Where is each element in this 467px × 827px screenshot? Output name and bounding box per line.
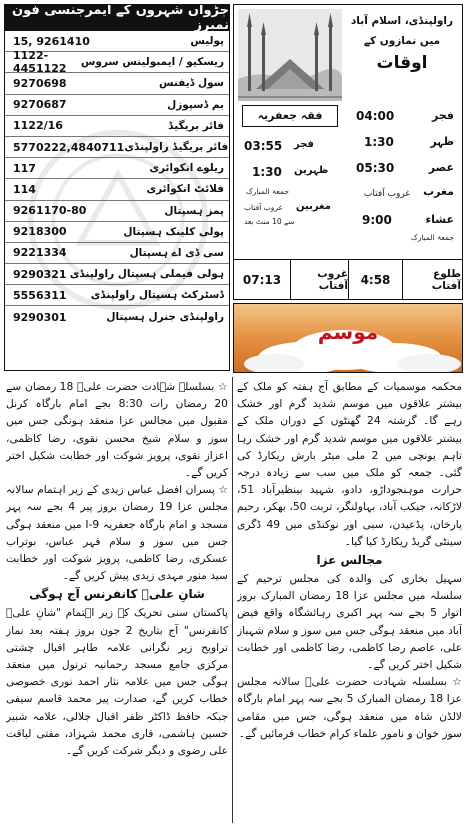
sunrise-label-cell — [402, 260, 461, 299]
prayer-time-zuhr: 1:30 — [364, 135, 394, 149]
emergency-row — [5, 158, 229, 179]
weather-banner — [233, 303, 463, 373]
phone-number: 9270687 — [13, 98, 67, 112]
prayer-title-line2: میں نمازوں کے — [363, 35, 441, 47]
majlis-heading: مجالس عزا — [316, 553, 383, 568]
jafria-jumma-note: جمعۃ المبارک — [246, 187, 289, 196]
emergency-row — [5, 222, 229, 243]
jumma-note: جمعۃ المبارک — [411, 233, 454, 242]
left-article-3: پاکستان سنی تحریک کے زیر اہتمام "شانِ علیؑ کانفرنس" آج بتاریخ 2 جون بروز ہفتہ بعد نماز تراویح زیر نگرانی علامہ طاہر اقبال چشتی مرکزی جامع مسجد رحمانیہ ترنول میں منعقد ہوگی جس میں علامہ نثار احمد نوری خصوصی خطاب کریں گے، صدارت پیر محمد قاسم سیفی جبکہ حافظ ڈاکٹر ظفر اقبال جلالی، علامہ شبیر حسین ہاشمی، قاری محمد شہزاد، مفتی لیاقت علی رضوی و دیگر شرکت کریں گے۔ — [6, 606, 228, 758]
emergency-row — [5, 49, 229, 76]
jafria-maghrib-note2: سے 10 منٹ بعد — [244, 217, 295, 226]
service-name: فلائٹ انکوائری — [146, 183, 224, 196]
sunset-label-cell — [290, 260, 348, 299]
column-divider — [232, 377, 233, 823]
phone-number: 9261170-80 — [13, 204, 87, 218]
prayer-time-fajr: 04:00 — [356, 109, 395, 123]
emergency-row — [5, 179, 229, 200]
jafria-name-fajr: فجر — [294, 139, 314, 150]
conference-heading: شانِ علیؑ کانفرنس آج ہوگی — [29, 587, 205, 602]
majlis-article-2: ☆ بسلسلہ شہادت حضرت علیؑ سالانہ مجلس عزا 18 رمضان المبارک 5 بجے سہ پہر امام بارگاہ لالڈن شاہ میں منعقد ہوگی، جس میں مقامی سوز خوان و نامور علماء کرام خطاب فرمائیں گے۔ — [237, 675, 462, 740]
phone-number: 1122/16 — [13, 119, 63, 133]
prayer-time-asr: 05:30 — [356, 161, 395, 175]
service-name: بم ڈسپوزل — [167, 98, 224, 111]
jafria-name-maghribain: مغربین — [296, 201, 331, 212]
jafria-time-fajr: 03:55 — [244, 139, 283, 153]
service-name: پولی کلینک ہسپتال — [123, 225, 224, 238]
sunset-time: 07:13 — [242, 272, 282, 287]
service-name: پمز ہسپتال — [164, 204, 224, 217]
emergency-row — [5, 306, 229, 327]
emergency-row — [5, 116, 229, 137]
right-column — [237, 378, 462, 823]
phone-number: 9290321 — [13, 267, 67, 281]
prayer-name-maghrib: مغرب — [423, 185, 454, 198]
service-name: ہولی فیملی ہسپتال راولپنڈی — [69, 268, 224, 281]
phone-number: 114 — [13, 182, 36, 196]
service-name: ڈسٹرکٹ ہسپتال راولپنڈی — [90, 289, 224, 302]
left-article-2: ☆ پسران افضل عباس زیدی کے زیر اہتمام سالانہ مجلس عزا 19 رمضان بروز پیر 4 بجے سہ پہر مسجد و امام بارگاہ جعفریہ 9-I میں منعقد ہوگی جس میں سوز و سلام فہر عباس، بوتراب عسکری، رضا کاظمی، پرویز شوکت اور خطابت سید منور مہدی زیدی پیش کریں گے۔ — [6, 483, 228, 583]
phone-number: 1122-4451122 — [13, 49, 67, 76]
phone-number: 15, 9261410 — [13, 34, 90, 48]
prayer-title — [346, 11, 458, 75]
sunrise-label: طلوع آفتاب — [431, 267, 461, 292]
jafria-maghrib-note1: غروب آفتاب — [244, 203, 283, 212]
sunrise-time-cell — [348, 260, 402, 299]
service-name: پولیس — [190, 35, 224, 48]
emergency-row — [5, 264, 229, 285]
prayer-title-big: اوقات — [376, 53, 428, 73]
service-name: ریسکیو / ایمبولینس سروس — [80, 56, 224, 69]
service-name: راولپنڈی جنرل ہسپتال — [106, 311, 224, 324]
weather-title: موسم — [317, 320, 379, 344]
jafria-time-zuhrain: 1:30 — [252, 165, 282, 179]
phone-number: 9270698 — [13, 76, 67, 90]
service-name: فائر بریگیڈ راولپنڈی — [124, 141, 229, 154]
phone-number: 5770222,4840711 — [13, 140, 125, 154]
prayer-note-maghrib: غروب آفتاب — [363, 189, 410, 199]
sun-times-row — [234, 259, 462, 299]
emergency-list — [5, 31, 229, 328]
phone-number: 9218300 — [13, 225, 67, 239]
prayer-time-isha: 9:00 — [362, 213, 392, 227]
sunset-label: غروب آفتاب — [317, 267, 348, 292]
jafria-name-zuhrain: ظہرین — [294, 165, 329, 176]
service-name: فائر بریگیڈ — [168, 119, 224, 132]
fiqh-jafria-label: فقہ جعفریہ — [242, 105, 338, 127]
prayer-title-line1: راولپنڈی، اسلام آباد — [350, 15, 454, 27]
prayer-name-asr: عصر — [428, 161, 454, 174]
weather-article: محکمہ موسمیات کے مطابق آج ہفتہ کو ملک کے بیشتر علاقوں میں موسم شدید گرم اور خشک رہے گا۔ گزشتہ 24 گھنٹوں کے دوران ملک کے بیشتر علاقوں میں موسم شدید گرم اور خشک رہا تاہم یونچی میں 2 ملی میٹر بارش ریکارڈ کی گئی۔ جمعہ کو ملک میں سب سے زیادہ درجہ حرارت موہنجوداڑو، دادو، شہید بینظیرآباد 51، لاڑکانہ، جیکب آباد، بہاولنگر، تربت 50، بھکر، رحیم یارخان، پڈعیدن، سبی اور نوکنڈی میں 49 ڈگری سینٹی گریڈ ریکارڈ کیا گیا۔ — [237, 380, 462, 548]
phone-number: 117 — [13, 161, 36, 175]
prayer-times-box — [233, 4, 463, 300]
emergency-row — [5, 201, 229, 222]
service-name: ریلوے انکوائری — [149, 162, 224, 175]
mosque-icon — [238, 9, 342, 101]
emergency-row — [5, 73, 229, 94]
sunrise-time: 4:58 — [360, 272, 391, 287]
service-name: سی ڈی اے ہسپتال — [129, 246, 224, 259]
phone-number: 9290301 — [13, 310, 67, 324]
emergency-numbers-box — [4, 4, 230, 371]
left-column — [6, 378, 228, 823]
emergency-title: جڑواں شہروں کے ایمرجنسی فون نمبرز — [5, 5, 229, 31]
majlis-article-1: سہیل بخاری کی والدہ کی مجلس ترحیم کے سلسلہ میں مجلس عزا 18 رمضان المبارک بروز اتوار 5 بجے سہ پہر اکبری رہائشگاہ واقع فیض آباد میں منعقد ہوگی جس میں سوز و سلام شہباز علی، عاصم رضا کاظمی، رضا کاظمی اور خطابت شکیل اختر کریں گے۔ — [237, 572, 462, 672]
service-name: سول ڈیفنس — [159, 77, 224, 90]
phone-number: 9221334 — [13, 246, 67, 260]
prayer-name-isha: عشاء — [425, 213, 454, 226]
emergency-row — [5, 285, 229, 306]
emergency-row — [5, 137, 229, 158]
emergency-row — [5, 243, 229, 264]
prayer-name-fajr: فجر — [432, 109, 454, 122]
prayer-name-zuhr: ظہر — [430, 135, 454, 148]
left-article-1: ☆ بسلسلہ شہادت حضرت علیؑ 18 رمضان سے 20 رمضان رات 8:30 بجے امام بارگاہ کرنل مقبول میں مجالس عزا منعقد ہونگی جس میں سوز و سلام شیخ محسن نقوی، رضا کاظمی، اعزاز نقوی، پرویز شوکت اور خطابت شکیل اختر کریں گے۔ — [6, 380, 228, 480]
sunset-time-cell — [234, 260, 290, 299]
emergency-row — [5, 95, 229, 116]
phone-number: 5556311 — [13, 288, 67, 302]
